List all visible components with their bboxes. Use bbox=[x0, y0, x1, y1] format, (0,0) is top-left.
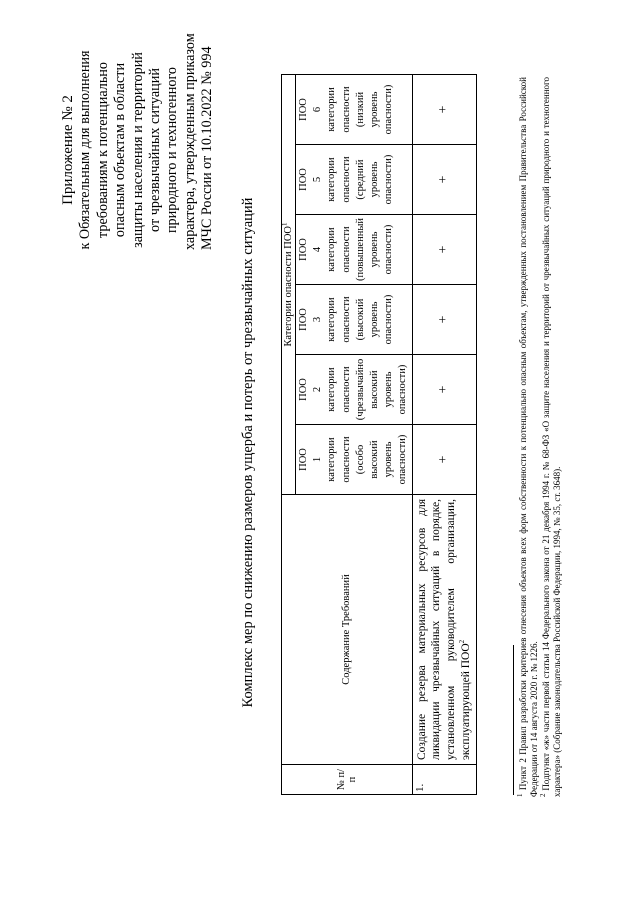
category-line: (чрезвычайно bbox=[354, 358, 366, 421]
category-line: уровень bbox=[383, 371, 395, 408]
appendix-line: природного и техногенного bbox=[164, 66, 181, 234]
footnote-ref-2: 2 bbox=[458, 639, 467, 644]
category-line: категории bbox=[326, 227, 338, 272]
category-header-6 bbox=[296, 74, 413, 144]
category-line: опасности) bbox=[383, 294, 395, 345]
category-header-5 bbox=[296, 145, 413, 215]
category-line: 1 bbox=[312, 456, 324, 463]
appendix-line: опасным объектам в области bbox=[112, 62, 129, 238]
category-line: опасности bbox=[340, 86, 352, 133]
category-line: опасности bbox=[340, 296, 352, 343]
category-line: опасности) bbox=[383, 154, 395, 205]
category-line: (особо bbox=[354, 444, 366, 475]
category-mark-6: + bbox=[412, 74, 476, 144]
requirement-text: Создание резерва материальных ресурсов для ликвидации чрезвычайных ситуаций в порядке, установленном руководителем организации, эксплуатирующей ПОО bbox=[415, 499, 473, 760]
category-mark-4: + bbox=[412, 215, 476, 285]
footnote-marker: 1 bbox=[516, 793, 524, 797]
footnote-ref-1: 1 bbox=[280, 222, 289, 226]
header-categories bbox=[282, 74, 296, 494]
appendix-line: МЧС России от 10.10.2022 № 994 bbox=[199, 46, 216, 250]
category-line: категории bbox=[326, 367, 338, 412]
category-line: ПОО bbox=[298, 168, 309, 191]
category-line: (средний bbox=[354, 159, 366, 200]
footnote-text: Подпункт «ж» части первой статьи 14 Федерального закона от 21 декабря 1994 г. № 68-ФЗ «О защите населения и территорий от чрезвычайных ситуаций природного и техногенного характера» (Собрание законодательства Российской Федерации, 1994, № 35, ст. 3648). bbox=[540, 76, 563, 797]
category-line: ПОО bbox=[298, 98, 309, 121]
category-mark-5: + bbox=[412, 145, 476, 215]
category-line: 3 bbox=[312, 316, 324, 323]
category-line: опасности bbox=[340, 156, 352, 203]
category-line: ПОО bbox=[298, 308, 309, 331]
footnotes bbox=[518, 77, 564, 797]
footnote-divider bbox=[513, 645, 514, 795]
category-line: опасности bbox=[340, 226, 352, 273]
appendix-line: характера, утвержденным приказом bbox=[181, 33, 198, 250]
category-line: ПОО bbox=[298, 378, 309, 401]
category-line: высокий bbox=[369, 370, 381, 409]
category-header-4 bbox=[296, 215, 413, 285]
document-heading: Комплекс мер по снижению размеров ущерба и потерь от чрезвычайных ситуаций bbox=[240, 197, 256, 708]
category-line: уровень bbox=[369, 161, 381, 198]
category-line: категории bbox=[326, 157, 338, 202]
appendix-line: Приложение № 2 bbox=[60, 95, 76, 205]
category-line: 6 bbox=[312, 106, 324, 113]
appendix-line: защиты населения и территорий bbox=[129, 52, 146, 248]
category-line: высокий bbox=[369, 440, 381, 479]
category-line: категории bbox=[326, 87, 338, 132]
header-content: Содержание Требований bbox=[282, 495, 413, 765]
category-line: опасности bbox=[340, 436, 352, 483]
requirements-table bbox=[281, 74, 477, 795]
table-row bbox=[412, 74, 476, 794]
category-header-2 bbox=[296, 355, 413, 425]
category-line: (повышенный bbox=[354, 217, 366, 282]
category-line: 4 bbox=[312, 246, 324, 253]
appendix-line: требованиям к потенциально bbox=[94, 62, 111, 238]
requirement-text-cell bbox=[412, 495, 476, 765]
category-line: опасности) bbox=[397, 364, 409, 415]
category-line: уровень bbox=[369, 91, 381, 128]
category-line: опасности bbox=[340, 366, 352, 413]
category-line: категории bbox=[326, 437, 338, 482]
category-line: ПОО bbox=[298, 448, 309, 471]
footnote-2 bbox=[538, 76, 564, 797]
category-line: опасности) bbox=[383, 84, 395, 135]
category-line: 5 bbox=[312, 176, 324, 183]
appendix-line: к Обязательным для выполнения bbox=[77, 50, 94, 250]
category-line: 2 bbox=[312, 386, 324, 393]
category-line: (высокий bbox=[354, 298, 366, 341]
row-number: 1. bbox=[412, 765, 476, 795]
footnote-1 bbox=[518, 77, 541, 797]
category-header-3 bbox=[296, 285, 413, 355]
category-mark-3: + bbox=[412, 285, 476, 355]
header-categories-label: Категории опасности ПОО bbox=[283, 225, 294, 347]
category-line: уровень bbox=[383, 441, 395, 478]
category-line: уровень bbox=[369, 231, 381, 268]
header-number: № п/п bbox=[282, 765, 413, 795]
category-line: опасности) bbox=[397, 434, 409, 485]
category-header-1 bbox=[296, 425, 413, 495]
category-line: (низкий bbox=[354, 91, 366, 128]
category-line: опасности) bbox=[383, 224, 395, 275]
category-line: ПОО bbox=[298, 238, 309, 261]
category-line: категории bbox=[326, 297, 338, 342]
footnote-text: Пункт 2 Правил разработки критериев отнесения объектов всех форм собственности к потенциально опасным объектам, утвержденных постановлением Правительства Российской Федерации от 14 августа 2020 г. № 1226. bbox=[518, 77, 540, 797]
appendix-line: от чрезвычайных ситуаций bbox=[147, 68, 164, 232]
category-mark-2: + bbox=[412, 355, 476, 425]
category-line: уровень bbox=[369, 301, 381, 338]
category-mark-1: + bbox=[412, 425, 476, 495]
appendix-header bbox=[60, 33, 217, 250]
footnote-marker: 2 bbox=[538, 793, 547, 797]
